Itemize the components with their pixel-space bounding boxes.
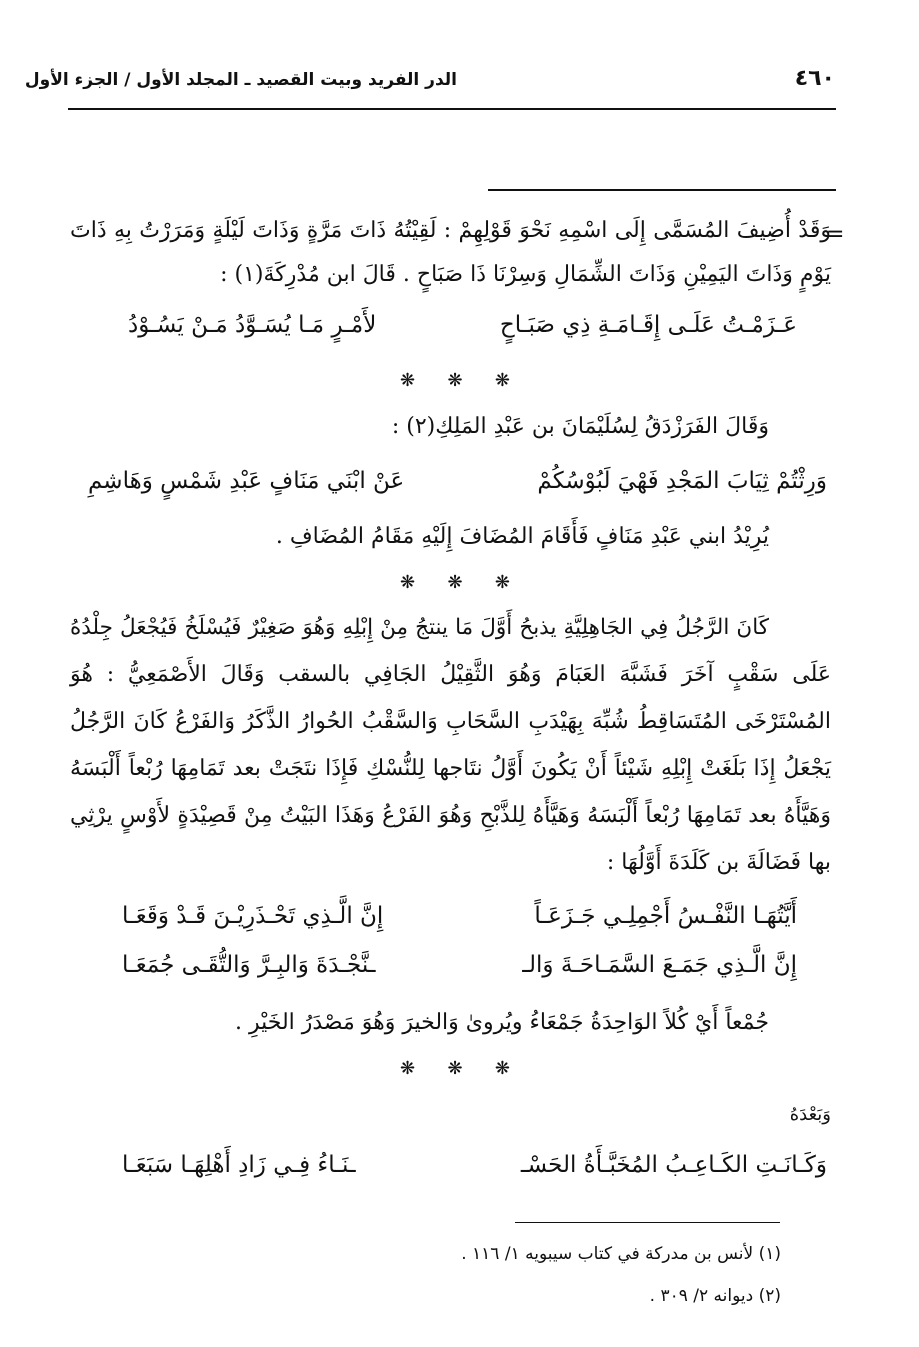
verse-hemistich-left: ـنَـاءُ فِـي زَادِ أَهْلِهَـا سَبَعَـا [122, 1152, 356, 1178]
footnote: (٢) ديوانه ٢/ ٣٠٩ . [649, 1286, 781, 1306]
verse-hemistich-right: وَرِثْتُمْ ثِيَابَ المَجْدِ فَهْيَ لَبُوْسُكُمْ [537, 468, 827, 494]
page-number: ٤٦٠ [794, 66, 835, 91]
separator-star: ❋ [447, 370, 463, 391]
header-rule [68, 108, 836, 110]
verse-hemistich-right: عَـزَمْـتُ عَلَـى إِقَـامَـةِ ذِي صَبَـاحٍ [499, 312, 797, 338]
verse-commentary: جُمْعاً أَيْ كُلاً الوَاحِدَةُ جَمْعَاءُ ويُروىٰ وَالخيرَ وَهُوَ مَصْدَرُ الخَيْرِ . [234, 1010, 769, 1035]
section-separator [400, 572, 510, 593]
verse-hemistich-left: عَنْ ابْنَي مَنَافٍ عَبْدِ شَمْسٍ وَهَاشِمِ [88, 468, 405, 494]
poem-intro: وَقَالَ الفَرَزْدَقُ لِسُلَيْمَانَ بن عَبْدِ المَلِكِ(٢) : [391, 414, 769, 439]
separator-star: ❋ [447, 572, 463, 593]
verse-hemistich-right: أَيَّتُهَـا النَّفْـسُ أَجْمِلِـي جَـزَعَـاً [534, 903, 797, 929]
verse-hemistich-right: وَكَـانَـتِ الكَـاعِـبُ المُخَبَّـأَةُ الحَسْـ [520, 1152, 827, 1178]
continuation-mark: = [826, 222, 845, 247]
separator-star: ❋ [494, 1058, 510, 1079]
separator-star: ❋ [400, 1058, 416, 1079]
paragraph-line: كَانَ الرَّجُلُ فِي الجَاهِلِيَّةِ يذبحُ أَوَّلَ مَا ينتجُ مِنْ إِبْلِهِ وَهُوَ صَغِيْرٌ فَيُسْلَخُ فَيُجْعَلُ جِلْدُهُ [70, 615, 769, 640]
verse-hemistich-left: لأَمْـرٍ مَـا يُسَـوَّدُ مَـنْ يَسُـوْدُ [128, 312, 377, 338]
separator-star: ❋ [447, 1058, 463, 1079]
separator-star: ❋ [400, 572, 416, 593]
running-header-title: الدر الفريد وبيت القصيد ـ المجلد الأول / الجزء الأول [24, 70, 457, 90]
paragraph-line: بها فَضَالَةَ بن كَلَدَةَ أَوَّلُهَا : [606, 850, 831, 875]
paragraph-line: يَوْمٍ وَذَاتَ اليَمِيْنِ وَذَاتَ الشِّمَالِ وَسِرْنَا ذَا صَبَاحٍ . قَالَ ابن مُدْرِكَةَ(١) : [220, 262, 831, 287]
continuation-rule [488, 189, 836, 191]
footnote-rule [515, 1222, 780, 1223]
paragraph-line: وَقَدْ أُضِيفَ المُسَمَّى إِلَى اسْمِهِ نَحْوَ قَوْلِهِمْ : لَقِيْتُهُ ذَاتَ مَرَّةٍ وَذَاتَ لَيْلَةٍ وَمَرَرْتُ بِهِ ذَاتَ [70, 218, 831, 243]
section-separator [400, 1058, 510, 1079]
verse-commentary: يُرِيْدُ ابني عَبْدِ مَنَافٍ فَأَقَامَ المُضَافَ إِلَيْهِ مَقَامُ المُضَافِ . [275, 524, 769, 549]
verse-hemistich-left: إِنَّ الَّـذِي تَحْـذَرِيْـنَ قَـدْ وَقَعَـا [122, 903, 384, 929]
separator-star: ❋ [494, 370, 510, 391]
footnote: (١) لأنس بن مدركة في كتاب سيبويه ١/ ١١٦ . [461, 1244, 781, 1264]
paragraph-line: المُسْتَرْخَى المُتَسَاقِطُ شُبِّهَ بِهَيْدَبِ السَّحَابِ وَالسَّقْبُ الحُوارُ الذَّكَرُ وَالفَرْعُ كَانَ الرَّجُلُ [70, 709, 831, 734]
paragraph-line: يَجْعَلُ إِذَا بَلَغَتْ إِبْلِهِ شَيْئاً أَنْ يَكُونَ أَوَّلُ نتَاجها لِلنُّسْكِ فَإِذَا نتَجَتْ بعد تَمَامِهَا رُبْعاً أَلْبَسَهُ [70, 756, 831, 781]
verse-hemistich-right: إِنَّ الَّـذِي جَمَـعَ السَّمَـاحَـةَ وَالـ [522, 952, 797, 978]
section-separator [400, 370, 510, 391]
verse-hemistich-left: ـنَّجْـدَةَ وَالبِـرَّ وَالتُّقَـى جُمَعَـا [122, 952, 376, 978]
separator-star: ❋ [400, 370, 416, 391]
separator-star: ❋ [494, 572, 510, 593]
paragraph-line: عَلَى سَقْبٍ آخَرَ فَشَبَّهَ العَبَامَ وَهُوَ الثَّقِيْلُ الجَافِي بالسقب وَقَالَ الأَصْمَعِيُّ : هُوَ [70, 662, 831, 687]
subheading: وَبَعْدَهُ [789, 1104, 831, 1125]
paragraph-line: وَهَيَّأَهُ بعد تَمَامِهَا رُبْعاً أَلْبَسَهُ وَهَيَّأَهُ لِلذَّبْحِ وَهُوَ الفَرْعُ وَهَذَا البَيْتُ مِنْ قَصِيْدَةٍ لأَوْسٍ يرْثِي [70, 803, 831, 828]
